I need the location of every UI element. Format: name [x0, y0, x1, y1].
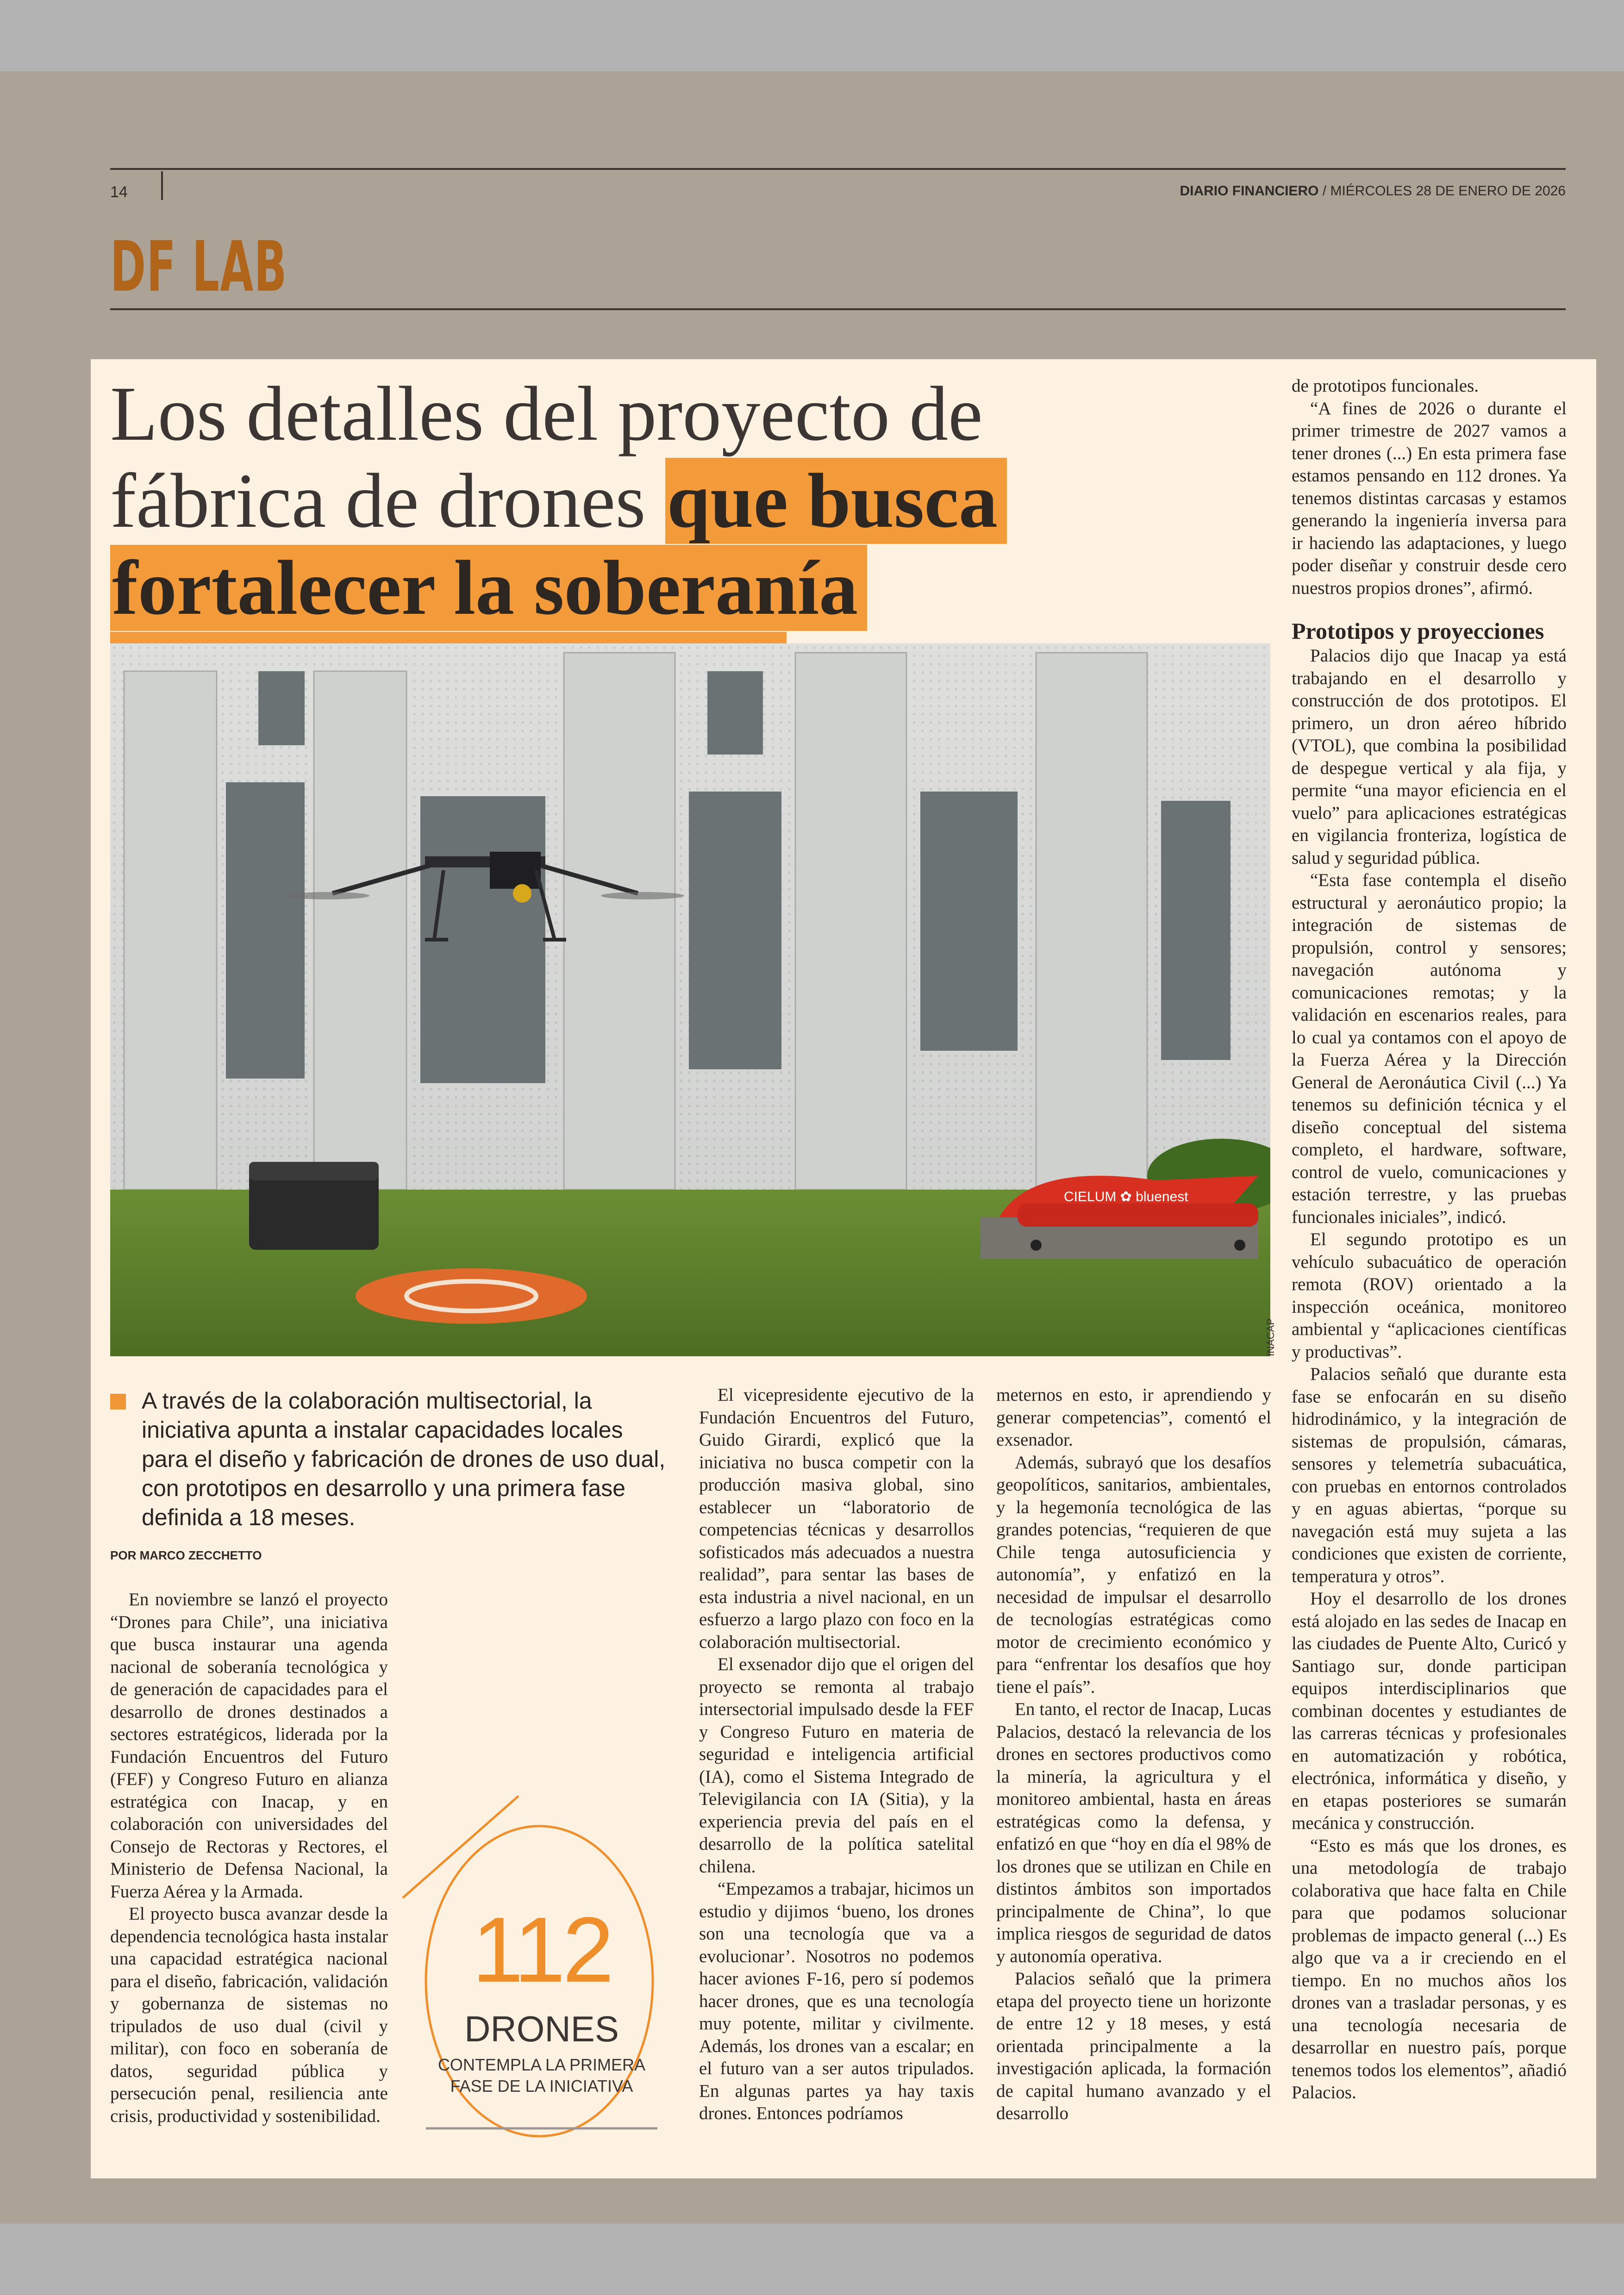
paragraph: Palacios señaló que la primera etapa del proyecto tiene un horizonte de entre 12 y 18 meses, y está orientada principalmente a la investigación aplicada, la formación de capital humano avanzado y el desarrollo — [996, 1969, 1271, 2123]
issue-date: / MIÉRCOLES 28 DE ENERO DE 2026 — [1318, 183, 1566, 199]
section-rule — [110, 308, 1566, 310]
paragraph: En tanto, el rector de Inacap, Lucas Palacios, destacó la relevancia de los drones en sectores productivos como la minería, la agricultura y el monitoreo ambiental, hasta en áreas estratégicas como la defensa, y enfatizó en que “hoy en día el 98% de los drones que se utilizan en Chile en distintos ámbitos son importados principalmente de China”, lo que implica riesgos de seguridad de datos y autonomía operativa. — [996, 1699, 1271, 1966]
paragraph: “Empezamos a trabajar, hicimos un estudio y dijimos ‘bueno, los drones son una tecnología que va a evolucionar’. Nosotros no podemos hacer aviones F-16, pero sí podemos hacer drones, que es una tecnología muy potente, militar y civilmente. Además, los drones van a escalar; en el futuro van a ser autos tripulados. En algunas partes ya hay taxis drones. Entonces podríamos — [699, 1879, 974, 2123]
stat-unit: DRONES — [464, 2008, 619, 2049]
body-column-3 — [996, 1384, 1271, 2125]
paragraph: “A fines de 2026 o durante el primer trimestre de 2027 vamos a tener drones (...) En esta primera fase estamos pensando en 112 drones. Ya tenemos distintas carcasas y estamos generando la ingeniería inversa para ir haciendo las adaptaciones, y luego poder diseñar y construir desde cero nuestros propios drones”, afirmó. — [1292, 398, 1567, 598]
headline-highlight-1: que busca — [665, 458, 1007, 544]
paragraph: “Esta fase contempla el diseño estructural y aeronáutico propio; la integración de sistemas de propulsión, control y sensores; navegación autónoma y comunicaciones remotas; y la validación en escenarios reales, para lo cual ya contamos con el apoyo de la Fuerza Aérea y la Dirección General de Aeronáutica Civil (...) Ya tenemos su definición técnica y el diseño conceptual del sistema completo, el hardware, software, control de vuelo, comunicaciones y estación terrestre, y las pruebas funcionales iniciales”, indicó. — [1292, 870, 1567, 1227]
paragraph: meternos en esto, ir aprendiendo y generar competencias”, comentó el exsenador. — [996, 1385, 1271, 1450]
body-column-4 — [1292, 375, 1567, 2104]
landing-pad — [356, 1268, 587, 1324]
paragraph: El exsenador dijo que el origen del proyecto se remonta al trabajo intersectorial impulsado desde la FEF y Congreso Futuro en materia de seguridad e inteligencia artificial (IA), como el Sistema Integrado de Televigilancia con IA (Sitia), y la experiencia previa del país en el desarrollo de la política satelital chilena. — [699, 1654, 974, 1877]
paragraph: El vicepresidente ejecutivo de la Fundación Encuentros del Futuro, Guido Girardi, explicó que la iniciativa no busca competir con la producción masiva global, sino establecer un “laboratorio de competencias técnicas y desarrollos sofisticados más adecuados a nuestra realidad”, para sentar las bases de esta industria a nivel nacional, en un esfuerzo a largo plazo con foco en la colaboración multisectorial. — [699, 1385, 974, 1652]
drone-photo-illustration — [110, 643, 1270, 1356]
paragraph: El segundo prototipo es un vehículo subacuático de operación remota (ROV) orientado a la inspección oceánica, monitoreo ambiental y “aplicaciones científicas y productivas”. — [1292, 1229, 1567, 1362]
paragraph: “Esto es más que los drones, es una metodología de trabajo colaborativa que hace falta en Chile para que podamos solucionar problemas de impacto general (...) Es algo que va a ir creciendo en el tiempo. En no muchos años los drones van a trasladar personas, y es una tecnología necesaria de desarrollar en nuestro país, porque tenemos todos los elementos”, añadió Palacios. — [1292, 1835, 1567, 2102]
photo-credit: INACAP — [1265, 1318, 1276, 1356]
lead-block — [110, 1386, 675, 1532]
paragraph: En noviembre se lanzó el proyecto “Drones para Chile”, una iniciativa que busca instaurar una agenda nacional de soberanía tecnológica y de generación de capacidades para el desarrollo de drones destinados a sectores estratégicos, liderada por la Fundación Encuentros del Futuro (FEF) y Congreso Futuro en alianza estratégica con Inacap, y en colaboración con universidades del Consejo de Rectoras y Rectores, el Ministerio de Defensa Nacional, la Fuerza Aérea y la Armada. — [110, 1590, 388, 1902]
paragraph: Hoy el desarrollo de los drones está alojado en las sedes de Inacap en las ciudades de Puente Alto, Curicó y Santiago sur, donde participan equipos interdisciplinarios que combinan docentes y estudiantes de las carreras técnicas y profesionales en automatización y robótica, electrónica, informática y diseño, y en etapas posteriores se sumarán mecánica y construcción. — [1292, 1589, 1567, 1833]
section-title: DF LAB — [110, 227, 287, 307]
paragraph: Además, subrayó que los desafíos geopolíticos, sanitarios, ambientales, y la hegemonía tecnológica de las grandes potencias, “requieren de que Chile tenga autosuficiencia y autonomía”, y enfatizó en la necesidad de impulsar el desarrollo de tecnologías estratégicas como motor de crecimiento económico y para “enfrentar los desafíos que hoy tiene el país”. — [996, 1452, 1271, 1697]
top-rule — [110, 168, 1566, 170]
lead-text: A través de la colaboración multisectorial, la iniciativa apunta a instalar capacidades locales para el diseño y fabricación de drones de uso dual, con prototipos en desarrollo y una primera fase definida a 18 meses. — [142, 1388, 666, 1530]
drone-photo — [110, 643, 1270, 1356]
page-number: 14 — [110, 183, 128, 201]
headline-plain: Los detalles del proyecto de fábrica de drones — [110, 371, 983, 544]
paragraph: Palacios dijo que Inacap ya está trabajando en el desarrollo y construcción de dos prototipos. El primero, un dron aéreo híbrido (VTOL), que combina la posibilidad de despegue vertical y ala fija, y permite “una mayor eficiencia en el vuelo” para aplicaciones estratégicas en vigilancia fronteriza, logística de salud y seguridad pública. — [1292, 646, 1567, 868]
paragraph: de prototipos funcionales. — [1292, 376, 1479, 396]
paragraph: Palacios señaló que durante esta fase se enfocarán en su diseño hidrodinámico, y la integración de sistemas de propulsión, cámaras, sensores y telemetría subacuática, con pruebas en entornos controlados y en aguas abiertas, “porque su navegación está muy sujeta a las condiciones que existen de corriente, temperatura y otros”. — [1292, 1364, 1567, 1586]
stat-callout — [398, 1782, 685, 2143]
vtol-drone-brand: CIELUM ✿ bluenest — [1064, 1189, 1188, 1204]
subheading: Prototipos y proyecciones — [1292, 618, 1544, 644]
byline: POR MARCO ZECCHETTO — [110, 1548, 262, 1562]
headline-highlight-2: fortalecer la soberanía — [110, 545, 867, 631]
lead-marker-square — [110, 1394, 126, 1409]
body-column-1 — [110, 1589, 388, 2127]
body-column-2 — [699, 1384, 974, 2125]
paragraph: El proyecto busca avanzar desde la dependencia tecnológica hasta instalar una capacidad estratégica nacional para el diseño, fabricación, validación y gobernanza de sistemas no tripulados de uso dual (civil y militar), con foco en soberanía de datos, seguridad pública y persecución penal, resiliencia ante crisis, productividad y sostenibilidad. — [110, 1904, 388, 2126]
stat-number: 112 — [472, 1898, 612, 2002]
equipment-case — [249, 1162, 379, 1250]
page-number-divider — [161, 171, 163, 200]
stat-caption: CONTEMPLA LA PRIMERA FASE DE LA INICIATIVA — [437, 2055, 646, 2095]
masthead — [1180, 183, 1566, 199]
publication-name: DIARIO FINANCIERO — [1180, 183, 1319, 199]
